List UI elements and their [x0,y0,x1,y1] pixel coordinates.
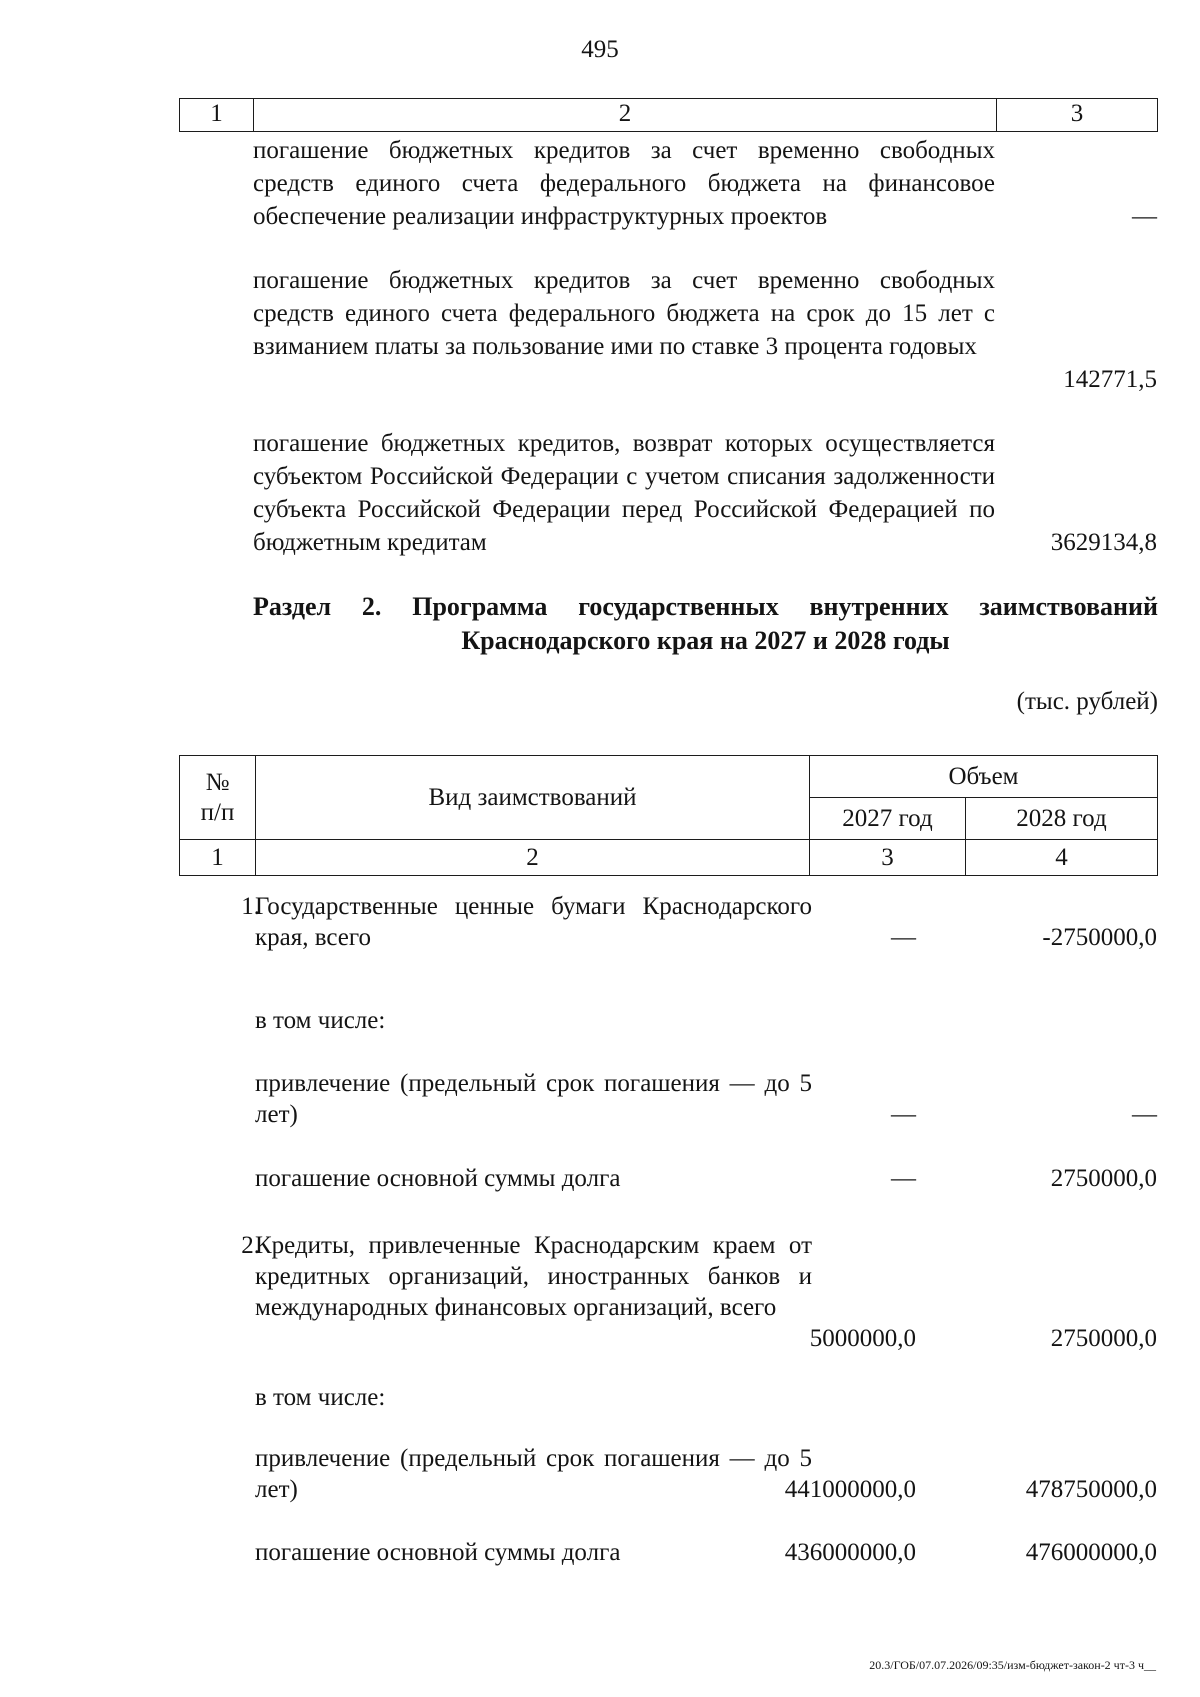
row-2-including-label: в том числе: [255,1384,386,1411]
colnum-3: 3 [810,840,966,876]
row-2-borrowing-2028: 478750000,0 [1025,1476,1157,1503]
page-number: 495 [581,36,619,63]
row-1-number: 1. [241,893,260,920]
section-title [253,590,1158,658]
row-2-repayment-2027: 436000000,0 [784,1539,916,1566]
repayment-15-years-value: 142771,5 [1063,366,1157,393]
header-kind: Вид заимствований [256,756,810,840]
header-col-3: 3 [1070,100,1084,127]
borrowings-table-header [179,755,1158,876]
repayment-write-off-value: 3629134,8 [1050,529,1157,556]
row-1-2027: — [891,924,916,951]
row-1-repayment-text: погашение основной суммы долга [255,1165,621,1192]
row-1-including-label: в том числе: [255,1007,386,1034]
row-1-2028: -2750000,0 [1042,924,1157,951]
continuation-table-header [179,98,1158,132]
header-year-2027: 2027 год [810,798,966,840]
row-1-repayment-2028: 2750000,0 [1050,1165,1157,1192]
row-2-repayment-text: погашение основной суммы долга [255,1539,621,1566]
row-1-repayment-2027: — [891,1165,916,1192]
section-title-line-2: Краснодарского края на 2027 и 2028 годы [461,626,950,655]
row-2-borrowing-text: привлечение (предельный срок погашения — до 5 лет) [255,1445,812,1503]
row-2-2028: 2750000,0 [1050,1325,1157,1352]
row-2-text: Кредиты, привлеченные Краснодарским краем от кредитных организаций, иностранных банков и международных финансовых организаций, всего [255,1232,812,1321]
row-2-2027: 5000000,0 [809,1325,916,1352]
row-1-borrowing-2027: — [891,1101,916,1128]
header-col-2: 2 [254,99,997,131]
row-2-repayment-2028: 476000000,0 [1025,1539,1157,1566]
header-year-2028: 2028 год [966,798,1158,840]
colnum-4: 4 [966,840,1158,876]
row-1-text: Государственные ценные бумаги Краснодарского края, всего [255,893,812,951]
colnum-1: 1 [180,840,256,876]
units-label: (тыс. рублей) [1016,688,1158,715]
document-footer-code: 20.3/ГОБ/07.07.2026/09:35/изм-бюджет-закон-2 чт-3 ч__ [869,1658,1156,1672]
colnum-2: 2 [256,840,810,876]
row-2-number: 2. [241,1232,260,1259]
section-title-line-1: Раздел 2. Программа государственных внутренних заимствований [253,592,1158,621]
header-number [180,756,256,840]
header-col-1: 1 [180,99,254,131]
row-1-borrowing-2028: — [1132,1101,1157,1128]
header-volume: Объем [810,756,1158,798]
header-number-text: № п/п [200,768,235,826]
repayment-write-off-text: погашение бюджетных кредитов, возврат которых осуществляется субъектом Российской Федерации с учетом списания задолженности субъекта Российской Федерации перед Российской Федерацией по бюджетным кредитам [253,430,995,556]
repayment-infrastructure-text: погашение бюджетных кредитов за счет временно свободных средств единого счета федерального бюджета на финансовое обеспечение реализации инфраструктурных проектов [253,137,995,230]
repayment-infrastructure-value: — [1132,203,1157,230]
row-2-borrowing-2027: 441000000,0 [784,1476,916,1503]
row-1-borrowing-text: привлечение (предельный срок погашения — до 5 лет) [255,1070,812,1128]
repayment-15-years-text: погашение бюджетных кредитов за счет временно свободных средств единого счета федерального бюджета на срок до 15 лет с взиманием платы за пользование ими по ставке 3 процента годовых [253,267,995,360]
